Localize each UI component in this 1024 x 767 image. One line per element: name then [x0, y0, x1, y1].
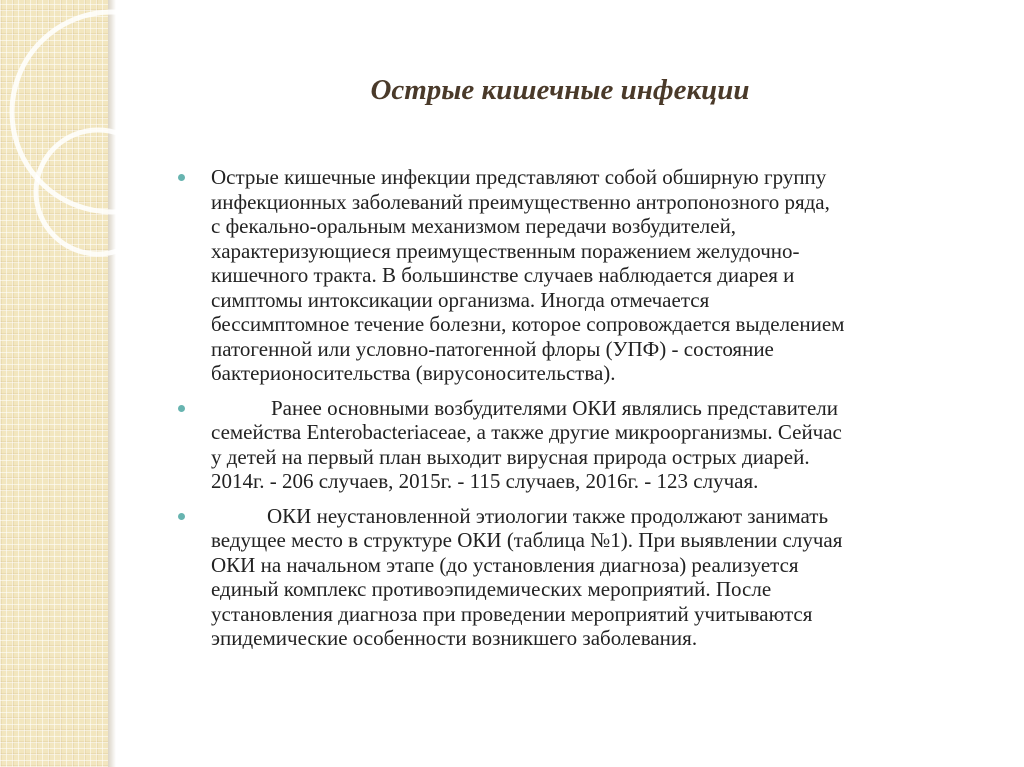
text-line: патогенной или условно-патогенной флоры (УПФ) - состояние — [211, 336, 774, 361]
text-line: Острые кишечные инфекции представляют собой обширную группу — [211, 165, 827, 189]
decorative-circles — [0, 0, 140, 280]
text-line: ОКИ неустановленной этиологии также продолжают занимать — [267, 503, 829, 528]
slide-title: Острые кишечные инфекции — [370, 74, 750, 106]
text-line: симптомы интоксикации организма. Иногда отмечается — [211, 287, 710, 312]
bullet-dot-icon — [178, 174, 185, 181]
text-line: ОКИ на начальном этапе (до установления диагноза) реализуется — [211, 552, 799, 577]
text-line: установления диагноза при проведении мероприятий учитываются — [211, 601, 813, 626]
text-line: с фекально-оральным механизмом передачи возбудителей, — [211, 214, 737, 238]
bullet-item — [178, 165, 990, 386]
text-line: Ранее основными возбудителями ОКИ являлись представители — [271, 395, 839, 420]
text-line: 2014г. - 206 случаев, 2015г. - 115 случаев, 2016г. - 123 случая. — [211, 469, 759, 493]
text-line: у детей на первый план выходит вирусная природа острых диарей. — [211, 444, 810, 469]
bullet-list — [178, 165, 990, 661]
text-line: ведущее место в структуре ОКИ (таблица №1). При выявлении случая — [211, 528, 843, 552]
text-line: семейства Enterobacteriaceae, а также другие микроорганизмы. Сейчас — [211, 420, 842, 444]
text-line: инфекционных заболеваний преимущественно антропонозного ряда, — [211, 189, 830, 214]
text-line: кишечного тракта. В большинстве случаев наблюдается диарея и — [211, 263, 795, 287]
text-line: бессимптомное течение болезни, которое сопровождается выделением — [211, 312, 845, 336]
decorative-circle-large — [12, 12, 140, 212]
text-line: единый комплекс противоэпидемических мероприятий. После — [211, 577, 772, 601]
bullet-item — [178, 504, 990, 651]
text-line: бактерионосительства (вирусоносительства). — [211, 361, 616, 385]
bullet-dot-icon — [178, 513, 185, 520]
text-line: эпидемические особенности возникшего заболевания. — [211, 626, 698, 650]
bullet-item — [178, 396, 990, 494]
text-line: характеризующиеся преимущественным поражением желудочно- — [211, 238, 800, 263]
bullet-dot-icon — [178, 405, 185, 412]
